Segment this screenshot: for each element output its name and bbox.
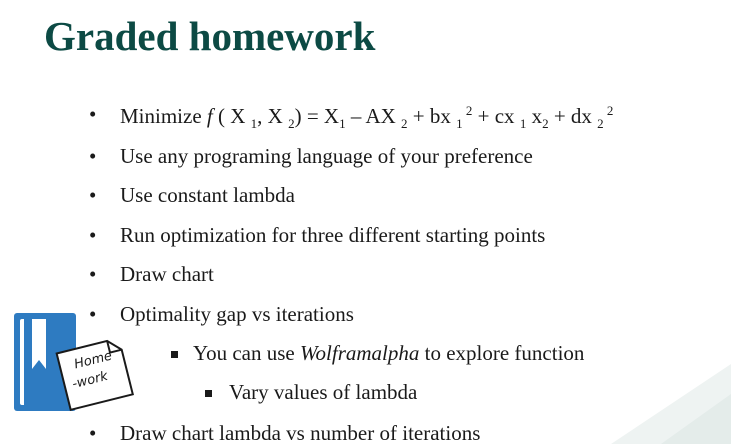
- sub-sub-bullet-vary-lambda: Vary values of lambda: [229, 380, 418, 404]
- bullet-optimality-gap: Optimality gap vs iterations: [120, 302, 354, 326]
- sub-bullet-wolframalpha: You can use Wolframalpha to explore function: [193, 341, 585, 365]
- sub-bullet-square: [171, 351, 178, 358]
- homework-icon-text-1: Home: [72, 348, 114, 373]
- decorative-corner-shape: [551, 324, 731, 444]
- bullet-draw-chart: Draw chart: [120, 262, 214, 286]
- bullet-dot: •: [89, 262, 97, 286]
- bullet-dot: •: [89, 183, 97, 207]
- bullet-dot: •: [89, 223, 97, 247]
- homework-icon-text-2: -work: [70, 368, 110, 393]
- sub-sub-bullet-square: [205, 390, 212, 397]
- bullet-lambda-chart: Draw chart lambda vs number of iterations: [120, 421, 481, 445]
- bullet-dot: •: [89, 144, 97, 168]
- bullet-starting-points: Run optimization for three different starting points: [120, 223, 546, 247]
- bullet-dot: •: [89, 421, 97, 445]
- bullet-dot: •: [89, 102, 97, 126]
- bullet-constant-lambda: Use constant lambda: [120, 183, 295, 207]
- bullet-dot: •: [89, 302, 97, 326]
- bullet-language: Use any programing language of your preference: [120, 144, 533, 168]
- homework-icon: [12, 311, 134, 415]
- slide-title: Graded homework: [44, 13, 376, 59]
- formula-bullet: Minimize f ( X $_1$, X $_2) = X_1$ – AX $_2$ + bx $_1$ $^2$ + cx $_1$ $x_2$ + dx $_2$ $^2$: [120, 103, 614, 132]
